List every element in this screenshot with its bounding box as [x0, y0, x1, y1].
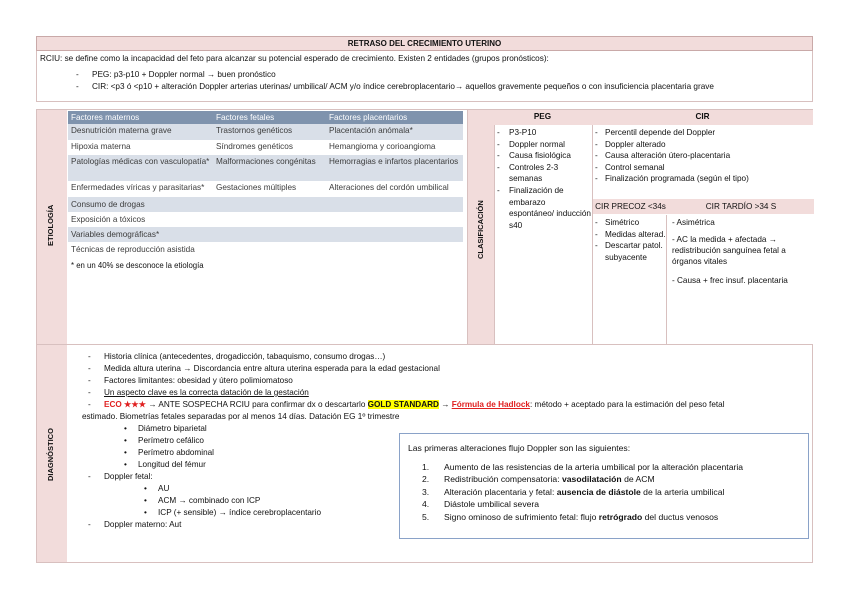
list-item: - Control semanal: [593, 162, 814, 174]
cir-precoz-title: CIR PRECOZ <34s: [595, 202, 666, 211]
doppler-materno: - Doppler materno: Aut: [82, 519, 812, 531]
clasificacion-label-cell: [468, 110, 493, 344]
hadlock-formula: Fórmula de Hadlock: [451, 400, 530, 409]
list-item: - Medidas alterad.: [593, 229, 666, 241]
eco-detail: estimado. Biometrías fetales separadas por al menos 14 días. Datación EG 1º trimestre: [82, 412, 400, 421]
list-item: - Factores limitantes: obesidad y útero polimiomatoso: [82, 375, 812, 387]
header-placental: Factores placentarios: [329, 113, 408, 122]
box-lead: Las primeras alteraciones flujo Doppler son las siguientes:: [408, 443, 631, 453]
precoz-list: [593, 215, 666, 263]
table-cell: Placentación anómala*: [329, 126, 413, 135]
tardio-item: - Asimétrica: [672, 218, 715, 227]
etiologia-note: * en un 40% se desconoce la etiología: [71, 260, 204, 270]
etiologia-label: ETIOLOGÍA: [46, 204, 55, 246]
list-item: - Causa fisiológica: [495, 150, 592, 162]
extra-factor: Variables demográficas*: [68, 227, 463, 242]
item-text: de ACM: [621, 474, 655, 485]
doppler-alterations-box: [399, 433, 809, 539]
list-item: - Doppler normal: [495, 139, 592, 151]
item-text: del ductus venosos: [642, 511, 719, 522]
table-cell: Malformaciones congénitas: [216, 157, 316, 166]
tardio-item: - AC la medida + afectada → redistribución sanguínea fetal a órganos vitales: [672, 235, 786, 266]
eco-item: [82, 399, 812, 411]
list-item: [400, 498, 808, 510]
list-item: - Finalización de embarazo espontáneo/ inducción s40: [495, 185, 592, 231]
list-item: - Descartar patol. subyacente: [593, 240, 666, 263]
extra-factor: Consumo de drogas: [68, 197, 463, 212]
page-title: RETRASO DEL CRECIMIENTO UTERINO: [36, 36, 813, 51]
tardio-item: - Causa + frec insuf. placentaria: [672, 276, 788, 285]
peg-column: [494, 125, 592, 344]
list-item: • Perímetro abdominal: [82, 447, 812, 459]
table-cell: Gestaciones múltiples: [216, 183, 297, 192]
gold-standard-badge: GOLD STANDARD: [367, 400, 439, 409]
cir-precoz-column: [593, 215, 667, 344]
entity-list: [40, 69, 809, 92]
list-item: - Finalización programada (según el tipo): [593, 173, 814, 185]
item-text: Signo ominoso de sufrimiento fetal: flujo: [444, 511, 599, 522]
table-cell: Trastornos genéticos: [216, 126, 293, 135]
eco-label: ECO: [104, 400, 122, 409]
list-item: - Percentil depende del Doppler: [593, 127, 814, 139]
etiologia-label-cell: [37, 110, 67, 344]
factors-header: [68, 111, 463, 124]
item-number: 1.: [422, 462, 430, 472]
peg-title: PEG: [533, 112, 552, 121]
table-cell: Hipoxia materna: [71, 141, 131, 151]
table-cell: Hemorragias e infartos placentarios: [329, 157, 459, 166]
table-cell: Hemangioma y corioangioma: [329, 141, 436, 151]
list-item: - Medida altura uterina → Discordancia entre altura uterina esperada para la edad gestacional: [82, 363, 812, 375]
eco-text: → ANTE SOSPECHA RCIU para confirmar dx o descartarlo: [148, 400, 366, 409]
cir-tardio-title: CIR TARDÍO >34 S: [705, 202, 777, 211]
item-text: de la arteria umbilical: [640, 486, 725, 497]
list-item: • Perímetro cefálico: [82, 435, 812, 447]
list-item: • Longitud del fémur: [82, 459, 812, 471]
cir-list: [593, 125, 814, 185]
extra-factor: Técnicas de reproducción asistida: [71, 244, 195, 254]
diagnostico-section: [36, 345, 813, 563]
item-number: 3.: [422, 486, 430, 497]
item-number: 5.: [422, 511, 430, 522]
alterations-list: [400, 461, 808, 523]
item-text: Alteración placentaria y fetal:: [444, 486, 557, 497]
table-row: [68, 181, 463, 197]
cir-title: CIR: [695, 112, 710, 121]
document-page: [36, 36, 813, 529]
list-item: - P3-P10: [495, 127, 592, 139]
rciu-definition: RCIU: se define como la incapacidad del feto para alcanzar su potencial esperado de crecimiento. Existen 2 entidades (grupos pronósticos):: [40, 54, 549, 63]
table-cell: Desnutrición materna grave: [71, 126, 172, 135]
diagnostico-label: DIAGNÓSTICO: [46, 428, 55, 482]
header-maternal: Factores maternos: [71, 113, 140, 122]
arrow-icon: →: [441, 400, 450, 409]
cir-subheaders: [593, 199, 814, 214]
item-bold: ausencia de diástole: [556, 486, 641, 497]
cir-column: [592, 125, 814, 344]
clasificacion-label: CLASIFICACIÓN: [476, 200, 485, 260]
diagnostico-label-cell: [37, 345, 67, 562]
cir-tardio-column: [668, 215, 814, 286]
item-number: 2.: [422, 474, 430, 485]
list-item: - Controles 2-3 semanas: [495, 162, 592, 185]
list-item: [400, 511, 808, 523]
list-item: [400, 461, 808, 473]
table-cell: Patologías médicas con vasculopatía*: [71, 157, 210, 166]
extra-factor: Exposición a tóxicos: [71, 214, 146, 224]
factors-table: [68, 111, 463, 270]
intro-section: [36, 51, 813, 102]
table-cell: Enfermedades víricas y parasitarias*: [71, 183, 205, 192]
item-bold: retrógrado: [598, 511, 643, 522]
list-item: - Causa alteración útero-placentaria: [593, 150, 814, 162]
list-item: • ICP (+ sensible) → índice cerebroplacentario: [82, 507, 812, 519]
entity-cir: - CIR: <p3 ó <p10 + alteración Doppler arterias uterinas/ umbilical/ ACM y/o índice cerebroplacentario→ aquellos gravemente pequeños o con insuficiencia placentaria grave: [40, 81, 809, 93]
table-row: [68, 140, 463, 156]
etiologia-section: [36, 109, 813, 345]
item-text: Aumento de las resistencias de la arteria umbilical por la alteración placentaria: [444, 462, 744, 472]
header-fetal: Factores fetales: [216, 113, 275, 122]
list-item: • AU: [82, 483, 812, 495]
clasificacion-section: [467, 110, 813, 344]
doppler-fetal-title: - Doppler fetal:: [82, 471, 812, 483]
list-item: • Diámetro biparietal: [82, 423, 812, 435]
table-row: [68, 124, 463, 140]
list-item: - Un aspecto clave es la correcta datación de la gestación: [82, 387, 812, 399]
item-text: Redistribución compensatoria:: [444, 474, 562, 485]
item-text: Diástole umbilical severa: [444, 499, 540, 510]
list-item: • ACM → combinado con ICP: [82, 495, 812, 507]
peg-list: [495, 125, 592, 231]
table-cell: Alteraciones del cordón umbilical: [329, 183, 449, 192]
list-item: [400, 473, 808, 485]
item-number: 4.: [422, 499, 430, 510]
table-cell: Síndromes genéticos: [216, 141, 293, 151]
eco-text-2: : método + aceptado para la estimación del peso fetal: [529, 400, 725, 409]
list-item: [400, 486, 808, 498]
list-item: - Simétrico: [593, 217, 666, 229]
list-item: - Doppler alterado: [593, 139, 814, 151]
star-icons: ★★★: [124, 400, 147, 409]
item-bold: vasodilatación: [561, 474, 622, 485]
list-item: - Historia clínica (antecedentes, drogadicción, tabaquismo, consumo drogas…): [82, 351, 812, 363]
entity-peg: - PEG: p3-p10 + Doppler normal → buen pronóstico: [40, 69, 809, 81]
table-row: [68, 155, 463, 181]
